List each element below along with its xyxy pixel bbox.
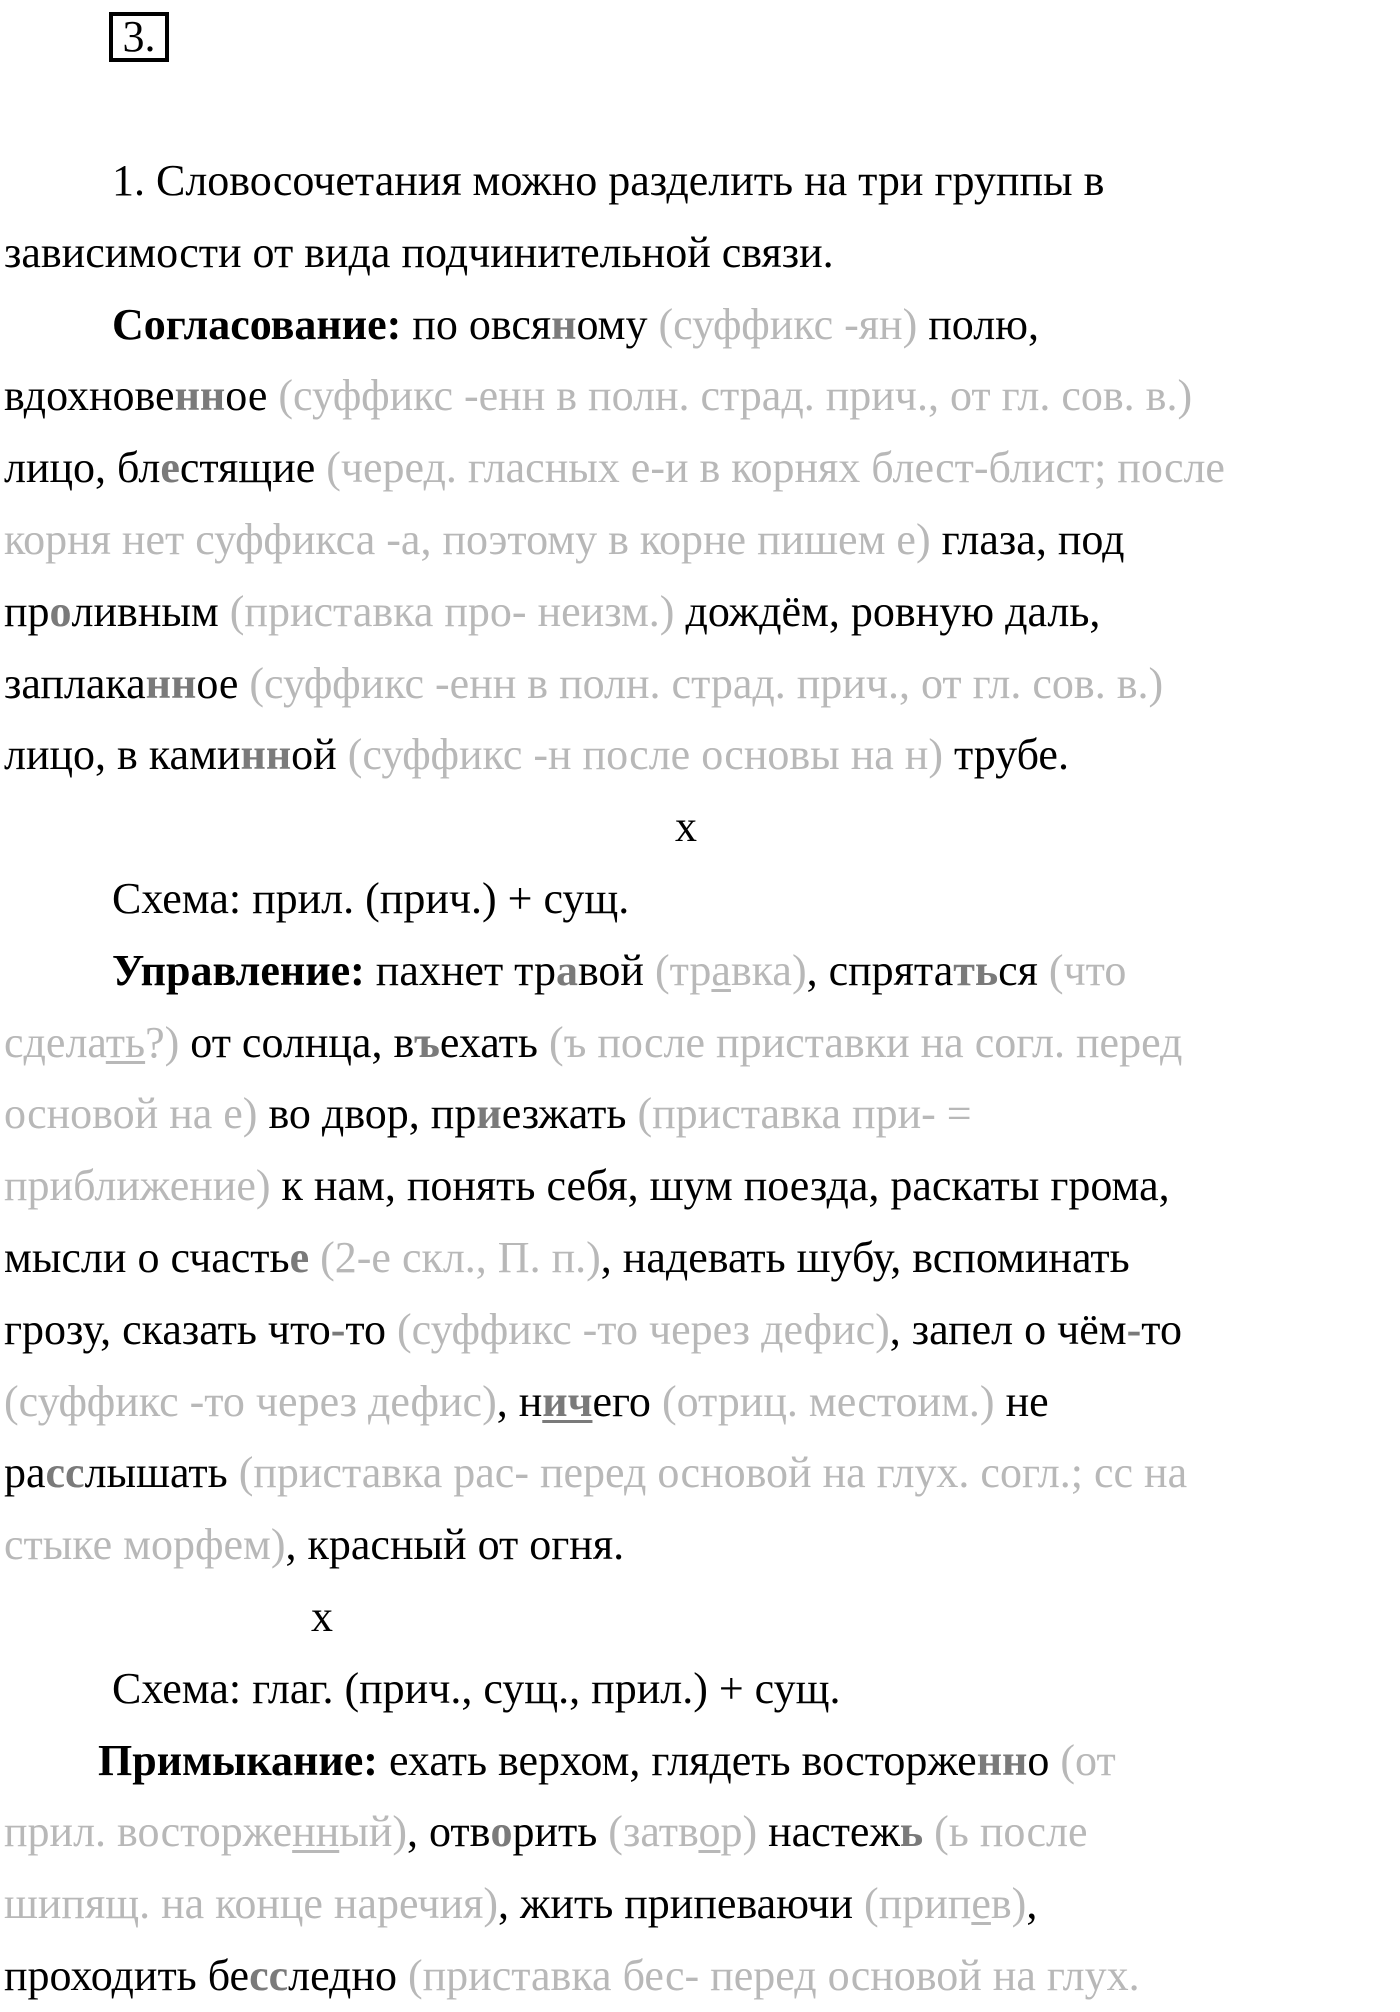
text-line [4, 1868, 1396, 1940]
text-line [4, 1796, 1396, 1868]
text-segment: ливным [71, 586, 230, 636]
comment-text: е [971, 1879, 991, 1929]
highlighted-letter: - [1126, 1304, 1142, 1354]
text-segment: , жить припе [498, 1879, 737, 1929]
highlighted-letter: сс [249, 1950, 289, 2000]
highlighted-letter: е [289, 1232, 310, 1282]
text-segment [923, 1807, 934, 1856]
text-segment: не [994, 1376, 1049, 1426]
text-segment: ледно [288, 1950, 408, 2000]
comment-text: (приставка про- неизм.) [229, 586, 675, 636]
text-segment: ое [225, 371, 279, 421]
text-segment: x [311, 1591, 333, 1641]
highlighted-letter: - [330, 1304, 346, 1354]
text-line [4, 1150, 1396, 1222]
text-line [4, 935, 1396, 1007]
comment-text: (затв [608, 1807, 699, 1857]
text-line [4, 360, 1396, 432]
text-segment: пр [4, 586, 50, 636]
comment-text: (суффикс -то через дефис) [4, 1376, 497, 1426]
highlighted-letter: о [490, 1807, 513, 1857]
highlighted-letter: о [49, 586, 72, 636]
comment-text: в) [990, 1879, 1027, 1929]
text-segment: зависимости от вида подчинительной связи. [4, 227, 834, 277]
text-segment: ся [998, 945, 1049, 995]
text-segment: ой [291, 730, 348, 780]
text-segment: , запел о чём [889, 1304, 1127, 1354]
text-line [4, 1653, 1396, 1725]
text-line [4, 791, 1396, 863]
highlighted-letter: сс [45, 1448, 85, 1498]
text-segment: , отв [407, 1807, 491, 1857]
text-segment: ое [196, 658, 250, 708]
text-segment: в [736, 1879, 757, 1929]
comment-text: (что [1048, 945, 1127, 995]
text-segment: пахнет тр [364, 945, 556, 995]
text-line [4, 1725, 1396, 1797]
text-segment: лышать [84, 1448, 239, 1498]
comment-text: (от [1060, 1735, 1116, 1785]
text-segment: заплака [4, 658, 146, 708]
section-heading: Управление: [112, 945, 365, 995]
highlighted-letter: нн [240, 730, 292, 780]
text-line [4, 1437, 1396, 1509]
text-segment: , спрята [806, 945, 954, 995]
text-segment: x [675, 802, 697, 852]
comment-text: (тр [654, 945, 712, 995]
text-segment: аючи [756, 1879, 865, 1929]
text-segment: 1. Словосочетания можно разделить на три группы в [112, 156, 1105, 205]
text-line [4, 576, 1396, 648]
comment-text: (приставка рас- перед основой на глух. согл.; сс на [238, 1448, 1188, 1498]
text-line [4, 1509, 1396, 1581]
highlighted-letter: ич [542, 1376, 593, 1426]
text-line [4, 863, 1396, 935]
text-line [4, 1294, 1396, 1366]
text-line [4, 719, 1396, 791]
text-line [4, 1078, 1396, 1150]
comment-text: нн [292, 1807, 340, 1857]
section-heading: Согласование: [112, 299, 402, 349]
text-segment: во двор, пр [257, 1089, 477, 1139]
text-line [4, 1581, 1396, 1653]
comment-text: вка) [730, 945, 807, 995]
highlighted-letter: н [551, 299, 577, 349]
comment-text: (черед. гласных е-и в корнях блест-блист; после [326, 443, 1225, 493]
highlighted-letter: а [555, 945, 578, 995]
text-segment: ехать [439, 1017, 549, 1067]
text-segment: о [1027, 1735, 1061, 1785]
text-line [4, 1222, 1396, 1294]
text-segment: лицо, бл [4, 443, 161, 493]
section-heading: Примыкание: [98, 1735, 378, 1785]
text-line [4, 1007, 1396, 1079]
text-segment: рить [512, 1807, 609, 1857]
text-line [4, 1366, 1396, 1438]
comment-text: (ъ после приставки на согл. перед [548, 1017, 1183, 1067]
text-segment: от солнца, в [179, 1017, 415, 1067]
highlighted-letter: нн [145, 658, 197, 708]
text-segment: лицо, в ками [4, 730, 241, 780]
text-segment: трубе. [943, 730, 1069, 780]
text-segment: , [1026, 1879, 1038, 1929]
highlighted-letter: ъ [414, 1017, 440, 1067]
text-segment: вдохнове [4, 371, 175, 421]
text-line [4, 217, 1396, 289]
comment-text: (суффикс -ян) [658, 299, 918, 349]
text-segment: полю, [917, 299, 1040, 349]
comment-text: (ь после [934, 1807, 1088, 1857]
text-segment: , красный от огня. [285, 1520, 625, 1570]
text-segment: его [592, 1376, 662, 1426]
text-segment: настеж [757, 1807, 900, 1857]
comment-text: (отриц. местоим.) [661, 1376, 995, 1426]
text-segment: вой [577, 945, 655, 995]
comment-text: корня нет суффикса -а, поэтому в корне пишем е) [4, 514, 931, 564]
comment-text: ть [105, 1017, 146, 1067]
comment-text: р) [720, 1807, 758, 1857]
text-segment: стящие [179, 443, 327, 493]
highlighted-letter: ь [899, 1807, 924, 1857]
comment-text: ый) [339, 1807, 408, 1857]
highlighted-letter: и [476, 1089, 502, 1139]
text-segment: , надевать шубу, вспоминать [600, 1232, 1130, 1282]
text-line [4, 1940, 1396, 2012]
comment-text: приближение) [4, 1161, 271, 1211]
text-segment: ра [4, 1448, 46, 1498]
highlighted-letter: нн [976, 1735, 1028, 1785]
text-segment: грозу, сказать что [4, 1304, 331, 1354]
highlighted-letter: е [160, 443, 180, 493]
text-segment: глаза, под [930, 514, 1125, 564]
text-segment: мысли о счасть [4, 1232, 290, 1282]
comment-text: прил. восторже [4, 1807, 293, 1857]
text-segment: Схема: глаг. (прич., сущ., прил.) + сущ. [112, 1663, 841, 1713]
comment-text: сдела [4, 1017, 106, 1067]
text-line [4, 504, 1396, 576]
text-segment: по овся [401, 299, 552, 349]
comment-text: (суффикс -енн в полн. страд. прич., от гл. сов. в.) [278, 371, 1193, 421]
text-segment [309, 1233, 320, 1282]
comment-text: (суффикс -н после основы на н) [347, 730, 943, 780]
comment-text: (приставка при- = [637, 1089, 972, 1139]
text-segment: то [345, 1304, 398, 1354]
text-segment: к нам, понять себя, шум поезда, раскаты грома, [270, 1161, 1170, 1211]
text-segment: то [1141, 1304, 1182, 1354]
text-line [4, 648, 1396, 720]
text-segment: ехать верхом, глядеть восторже [377, 1735, 977, 1785]
comment-text: а [711, 945, 731, 995]
comment-text: ?) [145, 1017, 180, 1067]
text-line [4, 289, 1396, 361]
text-segment: дождём, ровную даль, [674, 586, 1101, 636]
text-segment: езжать [501, 1089, 638, 1139]
comment-text: стыке морфем) [4, 1520, 286, 1570]
text-segment: Схема: прил. (прич.) + сущ. [112, 873, 630, 923]
text-segment: ому [576, 299, 659, 349]
text-line [4, 145, 1396, 217]
comment-text: о [698, 1807, 721, 1857]
comment-text: (приставка бес- перед основой на глух. [407, 1950, 1140, 2000]
text-line [4, 432, 1396, 504]
answer-text [4, 145, 1396, 2012]
comment-text: основой на е) [4, 1089, 258, 1139]
text-segment: проходить бе [4, 1950, 250, 2000]
comment-text: (2-е скл., П. п.) [320, 1232, 601, 1282]
highlighted-letter: ть [953, 945, 999, 995]
comment-text: (суффикс -енн в полн. страд. прич., от гл. сов. в.) [249, 658, 1164, 708]
comment-text: шипящ. на конце наречия) [4, 1879, 499, 1929]
text-segment: , н [496, 1376, 543, 1426]
highlighted-letter: нн [174, 371, 226, 421]
comment-text: (суффикс -то через дефис) [397, 1304, 890, 1354]
task-number-box: 3. [109, 12, 169, 62]
comment-text: (прип [864, 1879, 972, 1929]
